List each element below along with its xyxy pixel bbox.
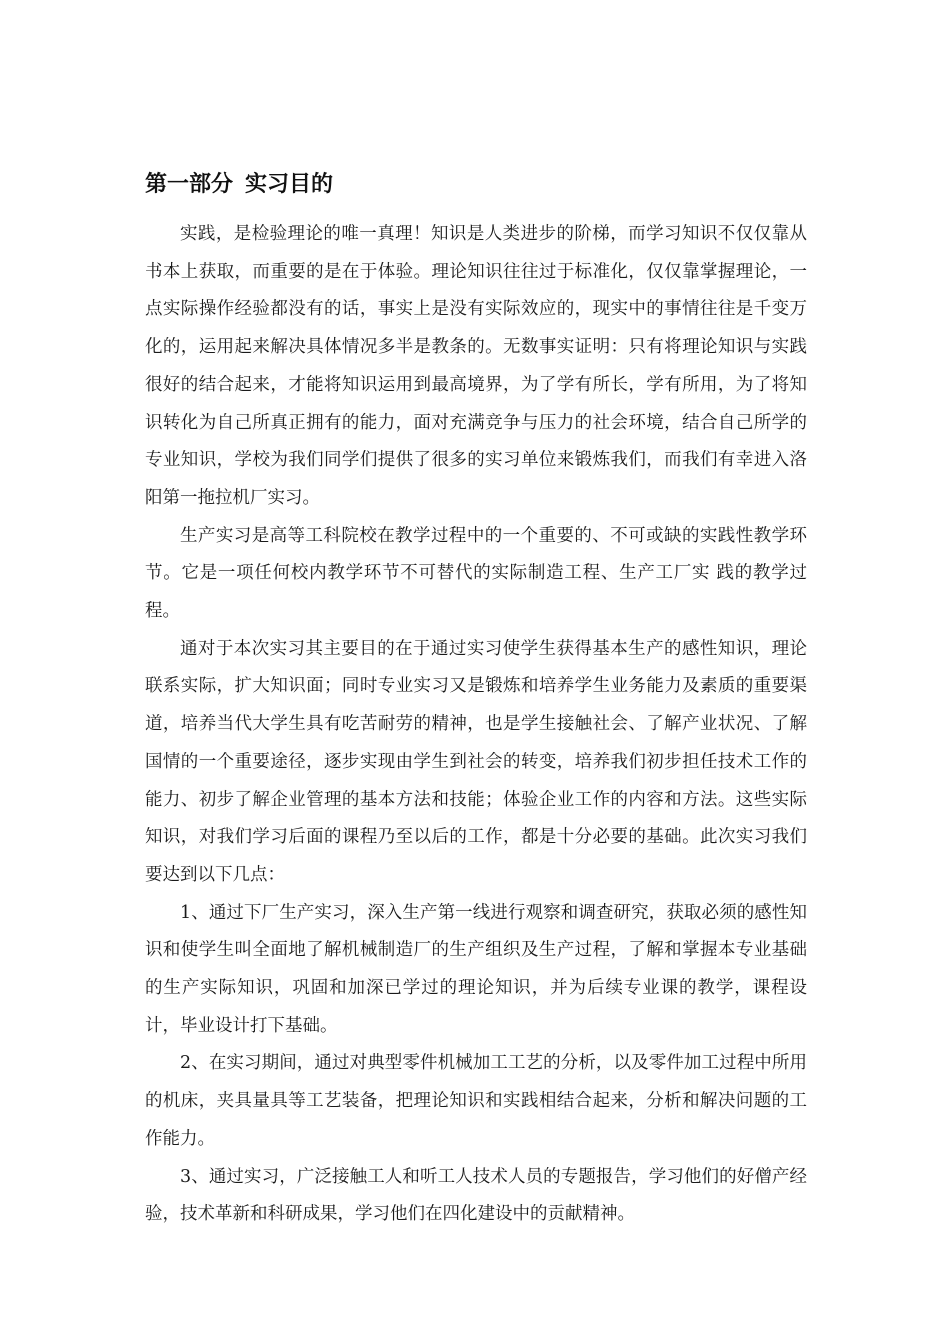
section-title: 实习目的 [245,172,334,197]
paragraph-definition: 生产实习是高等工科院校在教学过程中的一个重要的、不可或缺的实践性教学环节。它是一项任何校内教学环节不可替代的实际制造工程、生产工厂实 践的教学过程。 [145,525,807,622]
paragraph-purpose: 通对于本次实习其主要目的在于通过实习使学生获得基本生产的感性知识，理论联系实际，扩大知识面；同时专业实习又是锻炼和培养学生业务能力及素质的重要渠道，培养当代大学生具有吃苦耐劳的精神，也是学生接触社会、了解产业状况、了解国情的一个重要途径，逐步实现由学生到社会的转变，培养我们初步担任技术工作的能力、初步了解企业管理的基本方法和技能；体验企业工作的内容和方法。这些实际知识，对我们学习后面的课程乃至以后的工作，都是十分必要的基础。此次实习我们要达到以下几点： [145,638,807,885]
list-item-2: 2、在实习期间，通过对典型零件机械加工工艺的分析，以及零件加工过程中所用的机床，夹具量具等工艺装备，把理论知识和实践相结合起来，分析和解决问题的工作能力。 [145,1053,807,1149]
section-number: 第一部分 [145,172,234,197]
section-body [145,216,807,1234]
paragraph-intro: 实践，是检验理论的唯一真理！知识是人类进步的阶梯，而学习知识不仅仅靠从书本上获取，而重要的是在于体验。理论知识往往过于标准化，仅仅靠掌握理论，一点实际操作经验都没有的话，事实上是没有实际效应的，现实中的事情往往是千变万化的，运用起来解决具体情况多半是教条的。无数事实证明：只有将理论知识与实践很好的结合起来，才能将知识运用到最高境界，为了学有所长，学有所用，为了将知识转化为自己所真正拥有的能力，面对充满竞争与压力的社会环境，结合自己所学的专业知识，学校为我们同学们提供了很多的实习单位来锻炼我们，而我们有幸进入洛阳第一拖拉机厂实习。 [145,224,807,508]
section-heading [145,168,333,202]
list-item-1: 1、通过下厂生产实习，深入生产第一线进行观察和调查研究，获取必须的感性知识和使学生叫全面地了解机械制造厂的生产组织及生产过程，了解和掌握本专业基础的生产实际知识，巩固和加深已学过的理论知识，并为后续专业课的教学，课程设计，毕业设计打下基础。 [145,902,807,1036]
list-item-3: 3、通过实习，广泛接触工人和听工人技术人员的专题报告，学习他们的好僧产经验，技术革新和科研成果，学习他们在四化建设中的贡献精神。 [145,1166,807,1225]
